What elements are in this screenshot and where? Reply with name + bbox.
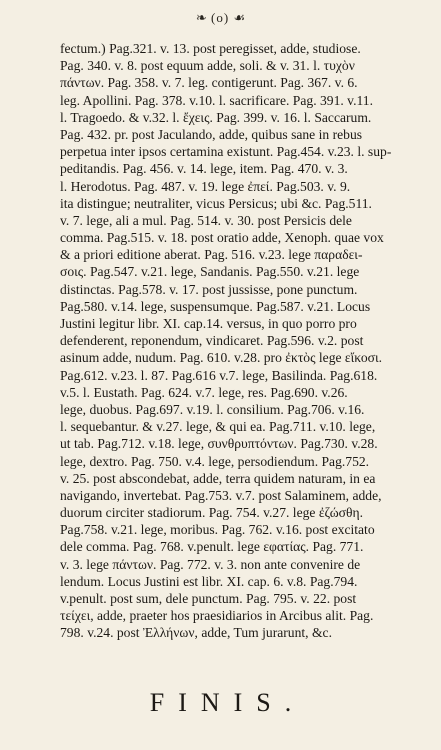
errata-line: Pag.580. v.14. lege, suspensumque. Pag.587. v.21. Locus (60, 298, 371, 314)
errata-line: Pag.612. v.23. l. 87. Pag.616 v.7. lege, Basilinda. Pag.618. (60, 367, 378, 383)
errata-line: asinum adde, nudum. Pag. 610. v.28. pro ἐκτὸς lege εἴκοσι. (60, 350, 383, 366)
errata-line: v.penult. post sum, dele punctum. Pag. 795. v. 22. post (60, 591, 357, 606)
errata-line: lendum. Locus Justini est libr. XI. cap. 6. v.8. Pag.794. (60, 573, 358, 589)
errata-line: ut tab. Pag.712. v.18. lege, συνθρυπτόντων. Pag.730. v.28. (60, 436, 378, 452)
errata-line: & a priori editione aberat. Pag. 516. v.23. lege παραδει- (60, 247, 363, 263)
errata-line: τείχει, adde, praeter hos praesidiarios in Arcibus alit. Pag. (60, 608, 374, 624)
errata-line: l. Herodotus. Pag. 487. v. 19. lege ἐπεί. Pag.503. v. 9. (60, 178, 351, 194)
errata-line: distinctas. Pag.578. v. 17. post jussisse, pone punctum. (60, 281, 358, 297)
errata-line: lege, dextro. Pag. 750. v.4. lege, persodiendum. Pag.752. (60, 453, 370, 469)
errata-line: v. 7. lege, ali a mul. Pag. 514. v. 30. post Persicis dele (60, 212, 352, 228)
errata-line: l. sequebantur. & v.27. lege, & qui ea. Pag.711. v.10. lege, (60, 419, 376, 435)
errata-line: defenderent, reponendum, vindicaret. Pag.596. v.2. post (60, 333, 364, 349)
errata-line: lege, duobus. Pag.697. v.19. l. consilium. Pag.706. v.16. (60, 401, 365, 417)
errata-line: dele comma. Pag. 768. v.penult. lege εφατίας. Pag. 771. (60, 539, 364, 555)
errata-line: duorum circiter stadiorum. Pag. 754. v.27. lege ἐζώσθη. (60, 505, 363, 521)
errata-line: perpetua inter ipsos certamina existunt. Pag.454. v.23. l. sup- (60, 144, 392, 160)
errata-line: Pag. 340. v. 8. post equum adde, soli. & v. 31. l. τυχὸν (60, 58, 355, 74)
errata-line: leg. Apollini. Pag. 378. v.10. l. sacrificare. Pag. 391. v.11. (60, 92, 373, 108)
errata-line: Justini legitur libr. XI. cap.14. versus, in quo porro pro (60, 316, 357, 331)
errata-line: navigando, invertebat. Pag.753. v.7. post Salaminem, adde, (60, 487, 382, 503)
errata-line: comma. Pag.515. v. 18. post oratio adde, Xenoph. quae vox (60, 230, 384, 246)
errata-line: peditandis. Pag. 456. v. 14. lege, item. Pag. 470. v. 3. (60, 161, 348, 177)
page-header (0, 10, 441, 26)
ornament-left-icon: ❧ (195, 10, 207, 25)
errata-line: Pag.758. v.21. lege, moribus. Pag. 762. v.16. post excitato (60, 522, 375, 538)
page-number: (o) (211, 10, 230, 25)
errata-text (60, 40, 428, 642)
errata-line: πάντων. Pag. 358. v. 7. leg. contigerunt. Pag. 367. v. 6. (60, 75, 358, 91)
finis-heading: FINIS. (149, 688, 306, 717)
errata-line: fectum.) Pag.321. v. 13. post peregisset, adde, studiose. (60, 41, 361, 56)
errata-line: v.5. l. Eustath. Pag. 624. v.7. lege, res. Pag.690. v.26. (60, 384, 348, 400)
errata-line: 798. v.24. post Ἐλλήνων, adde, Tum jurarunt, &c. (60, 625, 332, 641)
ornament-right-icon: ☙ (233, 10, 246, 25)
errata-line: v. 25. post abscondebat, adde, terra quidem naturam, in ea (60, 470, 376, 486)
errata-line: l. Tragoedo. & v.32. l. ἔχεις. Pag. 399. v. 16. l. Saccarum. (60, 109, 372, 125)
errata-line: v. 3. lege πάντων. Pag. 772. v. 3. non ante convenire de (60, 556, 361, 572)
errata-line: ita distingue; neutraliter, vicus Persicus; ubi &c. Pag.511. (60, 195, 372, 211)
errata-line: σοις. Pag.547. v.21. lege, Sandanis. Pag.550. v.21. lege (60, 264, 360, 280)
errata-line: Pag. 432. pr. post Jaculando, adde, quibus sane in rebus (60, 126, 363, 142)
